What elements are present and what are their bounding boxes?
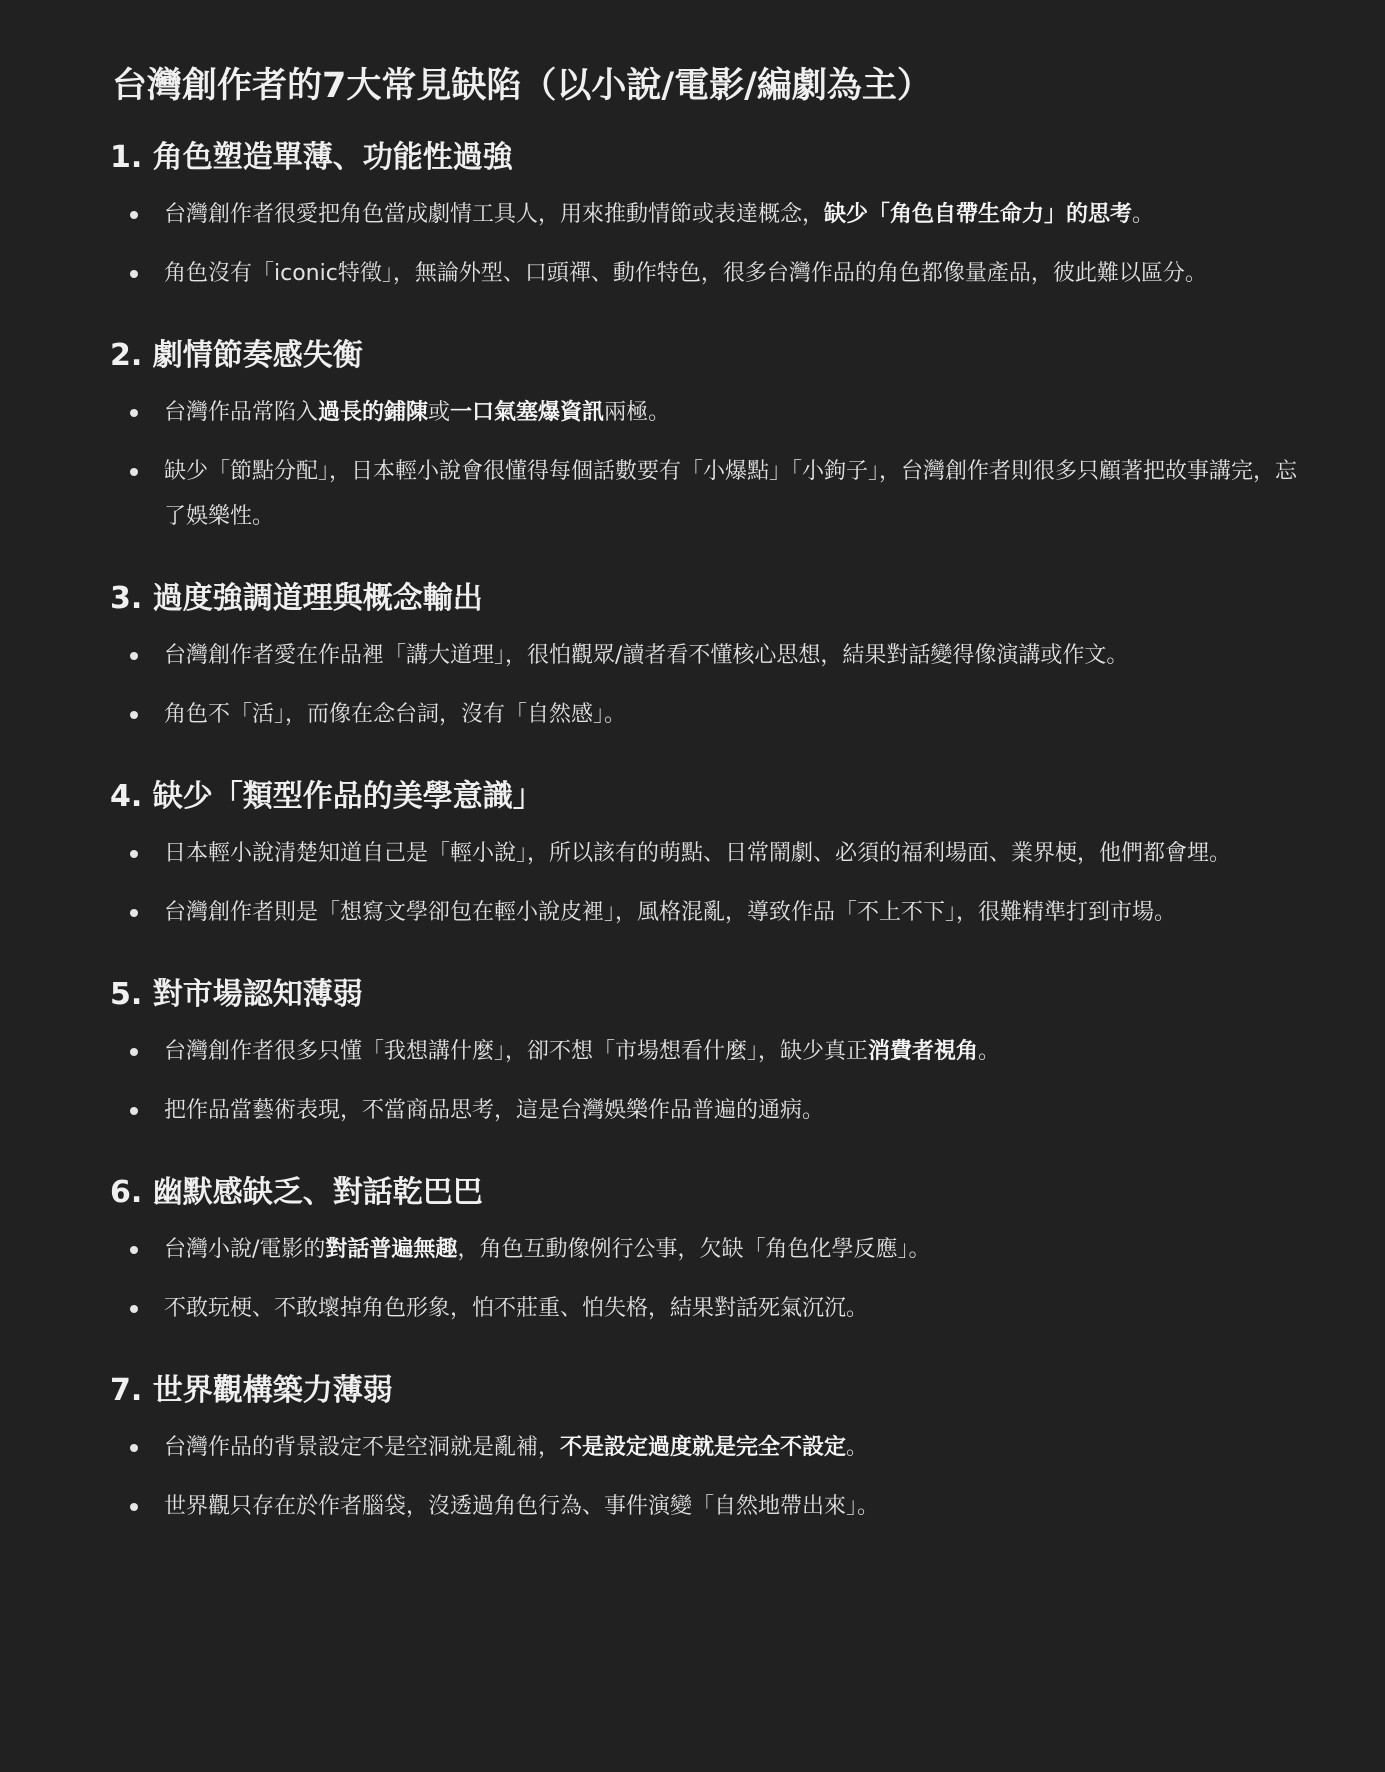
bullet-dot-icon: [130, 1503, 138, 1511]
text-run: 世界觀只存在於作者腦袋，沒透過角色行為、事件演變「自然地帶出來」。: [164, 1494, 880, 1519]
bullet-dot-icon: [130, 652, 138, 660]
bullet-list: [110, 1029, 1305, 1133]
section-2: [110, 334, 1305, 539]
text-run: 角色沒有「iconic特徵」，無論外型、口頭禪、動作特色，很多台灣作品的角色都像量產品，彼此難以區分。: [164, 261, 1207, 286]
list-item: [110, 890, 1305, 935]
emphasized-text: 不是設定過度就是完全不設定: [560, 1435, 847, 1460]
section-heading: 2. 劇情節奏感失衡: [110, 338, 363, 373]
text-run: 。: [1132, 202, 1155, 227]
bullet-list: [110, 390, 1305, 539]
text-run: 台灣創作者很愛把角色當成劇情工具人，用來推動情節或表達概念，: [164, 202, 825, 227]
text-run: 。: [978, 1039, 1001, 1064]
section-heading: 4. 缺少「類型作品的美學意識」: [110, 779, 543, 814]
text-run: 不敢玩梗、不敢壞掉角色形象，怕不莊重、怕失格，結果對話死氣沉沉。: [164, 1296, 869, 1321]
bullet-dot-icon: [130, 1246, 138, 1254]
text-run: 兩極。: [604, 400, 671, 425]
bullet-list: [110, 633, 1305, 737]
emphasized-text: 消費者視角: [868, 1039, 979, 1064]
section-heading: 1. 角色塑造單薄、功能性過強: [110, 140, 513, 175]
section-5: [110, 973, 1305, 1133]
bullet-dot-icon: [130, 850, 138, 858]
bullet-dot-icon: [130, 211, 138, 219]
bullet-dot-icon: [130, 409, 138, 417]
bullet-text: [164, 643, 1128, 668]
bullet-text: [164, 1435, 868, 1460]
list-item: [110, 692, 1305, 737]
section-heading: 3. 過度強調道理與概念輸出: [110, 581, 483, 616]
list-item: [110, 390, 1305, 435]
bullet-dot-icon: [130, 1444, 138, 1452]
bullet-text: [164, 400, 670, 425]
list-item: [110, 251, 1305, 296]
text-run: 把作品當藝術表現，不當商品思考，這是台灣娛樂作品普遍的通病。: [164, 1098, 825, 1123]
section-1: [110, 136, 1305, 296]
bullet-text: [164, 841, 1231, 866]
emphasized-text: 缺少「角色自帶生命力」的思考: [824, 202, 1133, 227]
list-item: [110, 1286, 1305, 1331]
bullet-text: [164, 202, 1154, 227]
article: [110, 0, 1305, 1529]
bullet-text: [164, 261, 1207, 286]
bullet-dot-icon: [130, 468, 138, 476]
list-item: [110, 633, 1305, 678]
section-7: [110, 1369, 1305, 1529]
text-run: 角色不「活」，而像在念台詞，沒有「自然感」。: [164, 702, 627, 727]
list-item: [110, 449, 1305, 539]
list-item: [110, 1088, 1305, 1133]
bullet-dot-icon: [130, 711, 138, 719]
text-run: 台灣創作者很多只懂「我想講什麼」，卻不想「市場想看什麼」，缺少真正: [164, 1039, 869, 1064]
section-heading: 6. 幽默感缺乏、對話乾巴巴: [110, 1175, 483, 1210]
text-run: 或: [428, 400, 451, 425]
emphasized-text: 對話普遍無趣: [325, 1237, 458, 1262]
bullet-text: [164, 1494, 879, 1519]
bullet-dot-icon: [130, 909, 138, 917]
bullet-text: [164, 900, 1176, 925]
text-run: 台灣創作者愛在作品裡「講大道理」，很怕觀眾/讀者看不懂核心思想，結果對話變得像演講或作文。: [164, 643, 1129, 668]
emphasized-text: 一口氣塞爆資訊: [450, 400, 605, 425]
section-4: [110, 775, 1305, 935]
sections-container: [110, 136, 1305, 1529]
list-item: [110, 1029, 1305, 1074]
section-3: [110, 577, 1305, 737]
section-heading: 5. 對市場認知薄弱: [110, 977, 363, 1012]
page-title: 台灣創作者的7大常見缺陷（以小說/電影/編劇為主）: [112, 66, 932, 106]
text-run: 台灣創作者則是「想寫文學卻包在輕小說皮裡」，風格混亂，導致作品「不上不下」，很難精準打到市場。: [164, 900, 1177, 925]
text-run: ，角色互動像例行公事，欠缺「角色化學反應」。: [457, 1237, 931, 1262]
text-run: 。: [846, 1435, 869, 1460]
bullet-dot-icon: [130, 1305, 138, 1313]
bullet-list: [110, 831, 1305, 935]
bullet-dot-icon: [130, 1048, 138, 1056]
bullet-text: [164, 1098, 824, 1123]
bullet-text: [164, 1039, 1000, 1064]
bullet-list: [110, 1425, 1305, 1529]
list-item: [110, 192, 1305, 237]
bullet-text: [164, 702, 626, 727]
section-6: [110, 1171, 1305, 1331]
text-run: 日本輕小說清楚知道自己是「輕小說」，所以該有的萌點、日常鬧劇、必須的福利場面、業界梗，他們都會埋。: [164, 841, 1232, 866]
section-heading: 7. 世界觀構築力薄弱: [110, 1373, 393, 1408]
bullet-dot-icon: [130, 1107, 138, 1115]
emphasized-text: 過長的鋪陳: [318, 400, 429, 425]
bullet-text: [164, 1237, 930, 1262]
list-item: [110, 1425, 1305, 1470]
list-item: [110, 831, 1305, 876]
list-item: [110, 1227, 1305, 1272]
text-run: 台灣作品的背景設定不是空洞就是亂補，: [164, 1435, 561, 1460]
bullet-text: [164, 459, 1297, 529]
text-run: 缺少「節點分配」，日本輕小說會很懂得每個話數要有「小爆點」「小鉤子」，台灣創作者則很多只顧著把故事講完，忘了娛樂性。: [164, 459, 1298, 529]
bullet-dot-icon: [130, 270, 138, 278]
list-item: [110, 1484, 1305, 1529]
bullet-list: [110, 192, 1305, 296]
text-run: 台灣小說/電影的: [164, 1237, 326, 1262]
bullet-text: [164, 1296, 868, 1321]
bullet-list: [110, 1227, 1305, 1331]
text-run: 台灣作品常陷入: [164, 400, 319, 425]
